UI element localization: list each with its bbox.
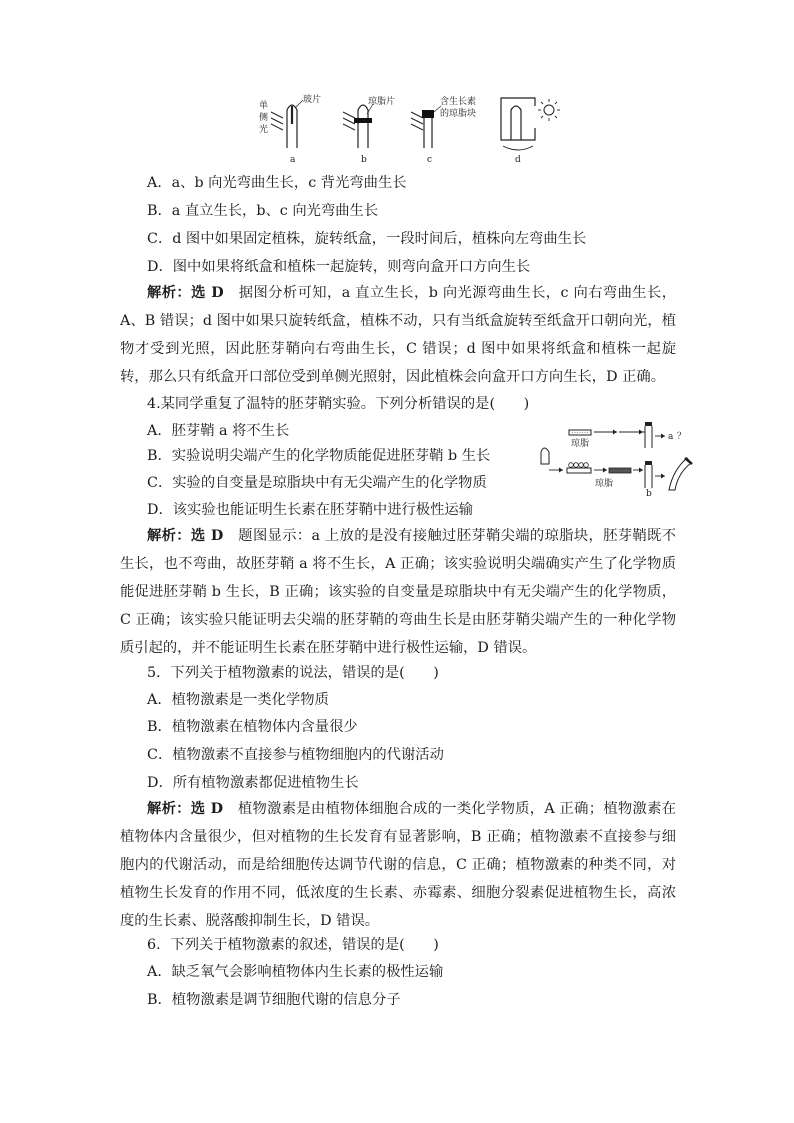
sun-icon xyxy=(544,105,554,115)
q6-stem: 6．下列关于植物激素的叙述，错误的是( ) xyxy=(147,937,439,953)
light-arrows-c xyxy=(411,112,423,130)
glass-label: 玻片 xyxy=(303,95,322,105)
letter-a: a xyxy=(290,155,296,165)
q5-stem: 5．下列关于植物激素的说法，错误的是( ) xyxy=(147,665,439,681)
q3-answer-label: 解析：选 D xyxy=(147,285,224,301)
auxin-label-1: 含生长素 xyxy=(440,97,477,107)
q4-answer-label: 解析：选 D xyxy=(147,528,224,544)
q6-option-b: B．植物激素是调节细胞代谢的信息分子 xyxy=(147,992,401,1008)
fig-letter-a: a xyxy=(668,432,674,442)
letter-b: b xyxy=(361,155,367,165)
q5-option-d: D．所有植物激素都促进植物生长 xyxy=(147,775,359,791)
q3-answer-text: 据图分析可知，a 直立生长，b 向光源弯曲生长，c 向右弯曲生长，A、B 错误；d 图中如果只旋转纸盒，植株不动，只有当纸盒旋转至纸盒开口朝向光，植物才受到光照，因此胚芽鞘向右弯曲生长，C 错误；d 图中如果将纸盒和植株一起旋转，那么只有纸盒开口部位受到单侧光照射，因此植株会向盒开口方向生长，D 正确。 xyxy=(120,285,676,385)
agar-slice xyxy=(354,118,372,123)
coleoptile-a-fig xyxy=(645,426,652,448)
q3-option-a: A．a、b 向光弯曲生长，c 背光弯曲生长 xyxy=(147,175,407,191)
q5-answer-label: 解析：选 D xyxy=(147,801,224,817)
coleoptile-b-fig xyxy=(645,465,652,488)
rotation-arrow xyxy=(503,146,533,150)
paper-box xyxy=(501,98,535,140)
q5-answer-text: 植物激素是由植物体细胞合成的一类化学物质，A 正确；植物激素在植物体内含量很少，但对植物的生长发育有显著影响，B 正确；植物激素不直接参与细胞内的代谢活动，而是给细胞传达调节代谢的信息，C 正确；植物激素的种类不同，对植物生长发育的作用不同，低浓度的生长素、赤霉素、细胞分裂素促进植物生长，高浓度的生长素、脱落酸抑制生长，D 错误。 xyxy=(120,801,676,929)
q4-option-a: A．胚芽鞘 a 将不生长 xyxy=(147,423,290,439)
light-arrows-a xyxy=(271,112,283,130)
q4-explanation xyxy=(120,522,676,662)
single-side-light-char-2: 侧 xyxy=(259,113,269,123)
auxin-label-2: 的琼脂块 xyxy=(440,109,477,119)
letter-c: c xyxy=(427,155,433,165)
coleoptile-b xyxy=(358,105,368,148)
fig-question-mark: ？ xyxy=(677,432,687,442)
q4-stem: 4.某同学重复了温特的胚芽鞘实验。下列分析错误的是( ) xyxy=(147,396,530,412)
q3-option-d: D．图中如果将纸盒和植株一起旋转，则弯向盒开口方向生长 xyxy=(147,259,531,275)
q5-option-c: C．植物激素不直接参与植物细胞内的代谢活动 xyxy=(147,747,444,763)
phototropism-figure xyxy=(255,92,575,168)
agar-top-label: 琼脂 xyxy=(571,439,590,449)
q3-explanation xyxy=(120,279,676,391)
agar-bottom-label: 琼脂 xyxy=(595,479,614,489)
single-side-light-char-3: 光 xyxy=(259,125,269,135)
single-side-light-char-1: 单 xyxy=(259,101,269,111)
auxin-agar-block xyxy=(422,110,434,118)
coleoptile-d xyxy=(511,106,521,140)
light-arrows-b xyxy=(343,112,355,130)
q4-option-d: D．该实验也能证明生长素在胚芽鞘中进行极性运输 xyxy=(147,502,473,518)
agar-block-bottom xyxy=(567,468,591,473)
went-experiment-figure xyxy=(535,408,695,496)
q4-answer-text: 题图显示：a 上放的是没有接触过胚芽鞘尖端的琼脂块，胚芽鞘既不生长，也不弯曲，故胚芽鞘 a 将不生长，A 正确；该实验说明尖端确实产生了化学物质能促进胚芽鞘 b 生长，B 正确；该实验的自变量是琼脂块中有无尖端产生的化学物质，C 正确；该实验只能证明去尖端的胚芽鞘的弯曲生长是由胚芽鞘尖端产生的一种化学物质引起的，并不能证明生长素在胚芽鞘中进行极性运输，D 错误。 xyxy=(120,528,676,656)
letter-d: d xyxy=(515,155,521,165)
q4-option-b: B．实验说明尖端产生的化学物质能促进胚芽鞘 b 生长 xyxy=(147,448,491,464)
q3-option-b: B．a 直立生长，b、c 向光弯曲生长 xyxy=(147,203,379,219)
bent-coleoptile xyxy=(669,458,691,490)
fig-letter-b: b xyxy=(646,489,652,496)
q5-option-b: B．植物激素在植物体内含量很少 xyxy=(147,719,358,735)
q5-option-a: A．植物激素是一类化学物质 xyxy=(147,692,329,708)
q4-option-c: C．实验的自变量是琼脂块中有无尖端产生的化学物质 xyxy=(147,475,487,491)
q6-option-a: A．缺乏氧气会影响植物体内生长素的极性运输 xyxy=(147,964,444,980)
coleoptile-c xyxy=(424,118,432,148)
q5-explanation xyxy=(120,795,676,935)
agar-label: 琼脂片 xyxy=(368,97,396,107)
q3-option-c: C．d 图中如果固定植株，旋转纸盒，一段时间后，植株向左弯曲生长 xyxy=(147,231,587,247)
cut-tip xyxy=(541,448,549,464)
